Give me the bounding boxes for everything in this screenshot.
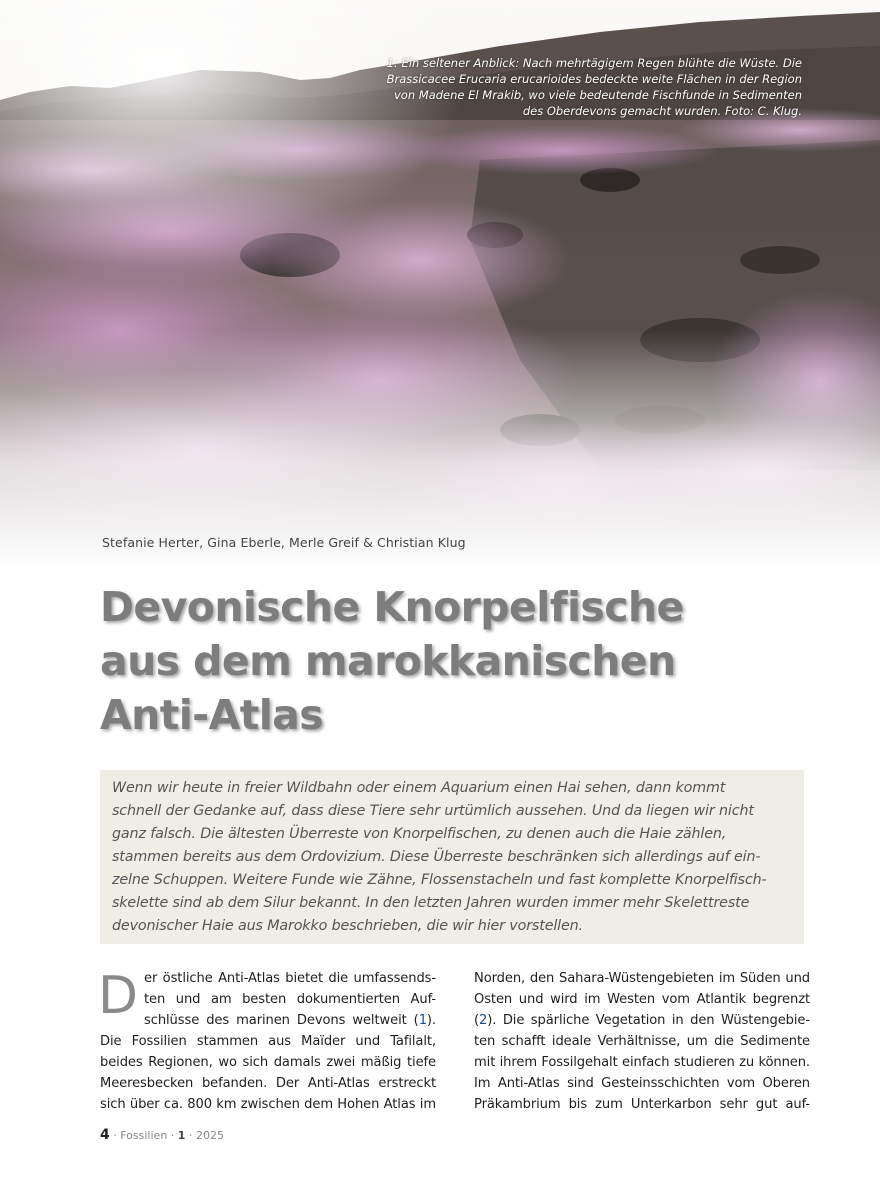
body-column-right <box>474 968 810 1115</box>
body-text: schlüsse des marinen Devons weltweit ( <box>144 1013 419 1028</box>
figure-ref-link[interactable]: 1 <box>418 1013 427 1028</box>
body-line: Meeresbecken befanden. Der Anti-Atlas erstreckt <box>100 1076 436 1091</box>
body-line: Präkambrium bis zum Unterkarbon sehr gut auf- <box>474 1097 810 1112</box>
body-text: ( <box>474 1013 480 1028</box>
body-line: er östliche Anti-Atlas bietet die umfassends- <box>144 971 436 986</box>
journal-name: Fossilien <box>120 1129 168 1142</box>
page-footer <box>100 1127 224 1143</box>
footer-separator: · <box>185 1129 196 1142</box>
body-line: beides Regionen, wo sich damals zwei mäßig tiefe <box>100 1055 436 1070</box>
body-line: Norden, den Sahara-Wüstengebieten im Süden und <box>474 971 810 986</box>
author-line: Stefanie Herter, Gina Eberle, Merle Greif & Christian Klug <box>102 535 466 550</box>
intro-line: stammen bereits aus dem Ordovizium. Diese Überreste beschränken sich allerdings auf ein- <box>112 849 761 865</box>
footer-separator: · <box>109 1129 121 1142</box>
body-column-left <box>100 968 436 1115</box>
intro-line: skelette sind ab dem Silur bekannt. In den letzten Jahren wurden immer mehr Skelettreste <box>112 895 750 911</box>
figure-ref-link[interactable]: 2 <box>479 1013 488 1028</box>
body-line: Osten und wird im Westen vom Atlantik begrenzt <box>474 992 810 1007</box>
intro-line: Wenn wir heute in freier Wildbahn oder einem Aquarium einen Hai sehen, dann kommt <box>112 780 726 796</box>
body-line: ten schafft ideale Verhältnisse, um die Sedimente <box>474 1034 810 1049</box>
drop-cap: D <box>98 966 138 1026</box>
intro-line: devonischer Haie aus Marokko beschrieben, die wir hier vorstellen. <box>112 918 583 934</box>
article-title <box>100 580 800 742</box>
title-line: aus dem marokkanischen <box>100 637 676 685</box>
body-line: sich über ca. 800 km zwischen dem Hohen Atlas im <box>100 1097 436 1112</box>
title-line: Anti-Atlas <box>100 691 324 739</box>
issue-number: 1 <box>177 1129 186 1142</box>
body-line: ten und am besten dokumentierten Auf- <box>144 992 436 1007</box>
publication-year: 2025 <box>195 1129 224 1142</box>
body-line <box>100 1010 436 1031</box>
intro-line: schnell der Gedanke auf, dass diese Tiere sehr urtümlich aussehen. Und da liegen wir nicht <box>112 803 754 819</box>
intro-text <box>112 777 794 938</box>
body-line: mit ihrem Fossilgehalt einfach studieren zu können. <box>474 1055 810 1070</box>
page-number: 4 <box>100 1127 110 1143</box>
intro-line: ganz falsch. Die ältesten Überreste von Knorpelfischen, zu denen auch die Haie zählen, <box>112 826 727 842</box>
body-text: ). Die spärliche Vegetation in den Wüstengebie- <box>487 1013 810 1028</box>
body-text: ). <box>426 1013 436 1028</box>
body-line: Im Anti-Atlas sind Gesteinsschichten vom Oberen <box>474 1076 810 1091</box>
photo-caption: 1: Ein seltener Anblick: Nach mehrtägigem Regen blühte die Wüste. Die Brassicacee Erucaria erucarioides bedeckte weite Flächen in der Region von Madene El Mrakib, wo viele bedeutende Fischfunde in Sedimenten des Oberdevons gemacht wurden. Foto: C. Klug. <box>386 56 802 118</box>
title-line: Devonische Knorpelfische <box>100 583 684 631</box>
intro-box <box>100 770 804 944</box>
footer-separator: · <box>167 1129 178 1142</box>
body-line: Die Fossilien stammen aus Maïder und Tafilalt, <box>100 1034 436 1049</box>
intro-line: zelne Schuppen. Weitere Funde wie Zähne, Flossenstacheln und fast komplette Knorpelfisch- <box>112 872 767 888</box>
hero-photo <box>0 0 880 570</box>
body-line <box>474 1010 810 1031</box>
